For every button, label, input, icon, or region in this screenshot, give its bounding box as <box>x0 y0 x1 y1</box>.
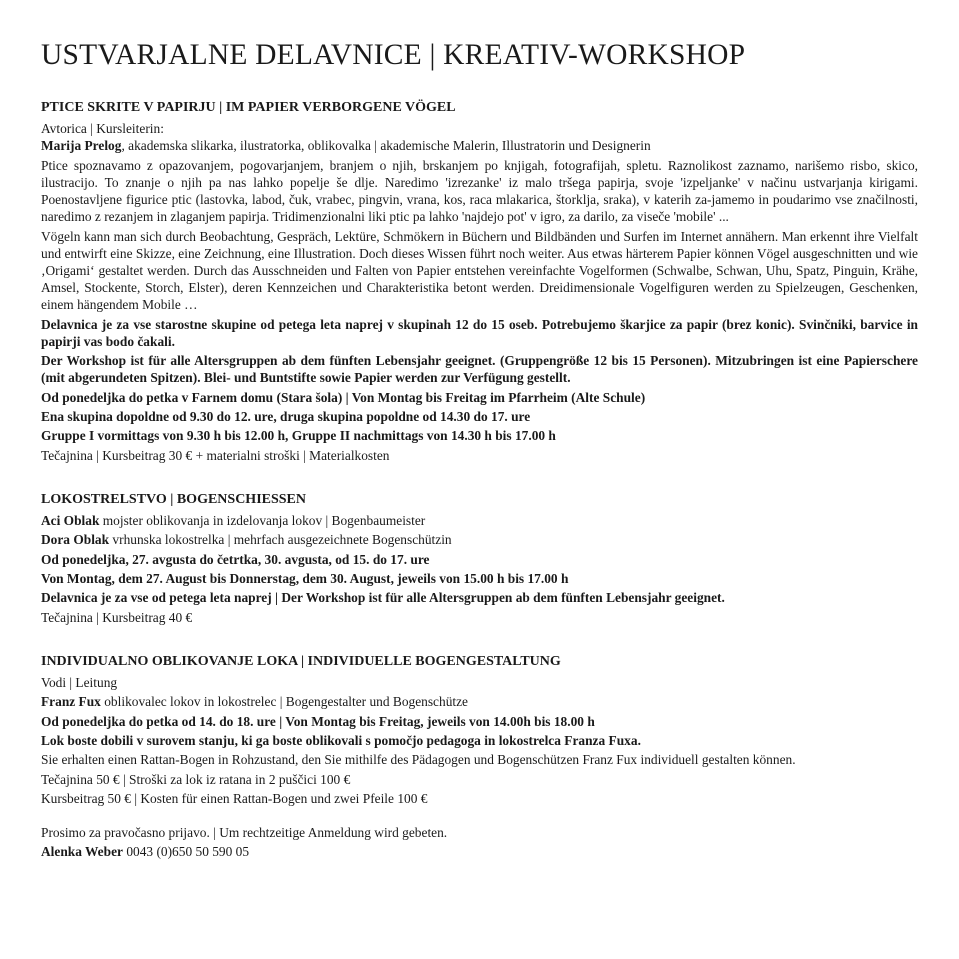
document-page <box>41 36 918 860</box>
instructor-name: Aci Oblak <box>41 513 100 528</box>
page-title: USTVARJALNE DELAVNICE | KREATIV-WORKSHOP <box>41 39 746 71</box>
author-description: , akademska slikarka, ilustratorka, oblikovalka | akademische Malerin, Illustratorin und Designerin <box>121 138 651 153</box>
section-heading: PTICE SKRITE V PAPIRJU | IM PAPIER VERBORGENE VÖGEL <box>41 100 456 115</box>
description-german: Vögeln kann man sich durch Beobachtung, Gespräch, Lektüre, Schmökern in Büchern und Bildbänden und Surfen im Internet annähern. Man erkennt ihre Vielfalt und entwirft eine Skizze, eine Zeichnung, eine Illustration. Doch dieses Wissen führt noch weiter. Aus etwas härterem Papier können Vögel ausgeschnitten und wie ‚Origami‘ gestaltet werden. Durch das Ausschneiden und Falten von Papier entstehen vereinfachte Vogelformen (Schwalbe, Schwan, Uhu, Spatz, Pinguin, Krähe, Amsel, Stockente, Storch, Elster), deren Kennzeichen und Charakteristika betont werden. Dreidimensionale Vogelfiguren werden zu Spielzeugen, Geschenken, einem hängendem Mobile … <box>41 229 918 312</box>
instructor-line <box>41 512 918 529</box>
author-label: Avtorica | Kursleiterin: <box>41 121 164 136</box>
instructor-line <box>41 531 918 548</box>
instructor-name: Franz Fux <box>41 694 101 709</box>
course-fee: Tečajnina | Kursbeitrag 40 € <box>41 610 193 625</box>
course-fee-slovenian: Tečajnina 50 € | Stroški za lok iz ratana in 2 puščici 100 € <box>41 772 351 787</box>
requirements-slovenian: Delavnica je za vse starostne skupine od petega leta naprej v skupinah 12 do 15 oseb. Potrebujemo škarjice za papir (brez konic). Svinčniki, barvice in papirji vas bodo čakali. <box>41 317 918 349</box>
section-heading: LOKOSTRELSTVO | BOGENSCHIESSEN <box>41 492 307 507</box>
author-name: Marija Prelog <box>41 138 122 153</box>
instructor-description: vrhunska lokostrelka | mehrfach ausgezeichnete Bogenschützin <box>109 532 452 547</box>
age-requirement: Delavnica je za vse od petega leta naprej | Der Workshop ist für alle Altersgruppen ab dem fünften Lebensjahr geeignet. <box>41 590 725 605</box>
registration-footer <box>41 824 918 860</box>
section-archery <box>41 491 918 626</box>
schedule-dates-slovenian: Od ponedeljka, 27. avgusta do četrtka, 30. avgusta, od 15. do 17. ure <box>41 552 430 567</box>
instructor-line <box>41 693 918 710</box>
instructor-description: oblikovalec lokov in lokostrelec | Bogengestalter und Bogenschütze <box>100 694 469 709</box>
contact-name: Alenka Weber <box>41 844 123 859</box>
requirements-german: Der Workshop ist für alle Altersgruppen ab dem fünften Lebensjahr geeignet. (Gruppengröße 12 bis 15 Personen). Mitzubringen ist eine Papierschere (mit abgerundeten Spitzen). Blei- und Buntstifte sowie Papier werden zur Verfügung gestellt. <box>41 353 918 385</box>
lead-label: Vodi | Leitung <box>41 675 118 690</box>
instructor-description: mojster oblikovanja in izdelovanja lokov | Bogenbaumeister <box>99 513 426 528</box>
author-line <box>41 137 918 154</box>
description-slovenian: Ptice spoznavamo z opazovanjem, pogovarjanjem, branjem o njih, brskanjem po knjigah, fotografijah, spletu. Raznolikost zaznamo, narišemo risbo, skico, ilustracijo. To znanje o njih pa nas lahko popelje še dlje. Naredimo 'izrezanke' iz malo tršega papirja, svoje 'izpeljanke' v načinu ustvarjanja kirigami. Poenostavljene figurice ptic (lastovka, labod, čuk, vrabec, pingvin, vrana, kos, raca mlakarica, štorklja, sraka), v katerih za-jamemo in poudarimo vse značilnosti, naredimo z rezanjem in zlaganjem papirja. Tridimenzionalni liki ptic pa lahko 'najdejo pot' v igro, za darilo, za viseče 'mobile' ... <box>41 158 918 224</box>
schedule-times-german: Gruppe I vormittags von 9.30 h bis 12.00 h, Gruppe II nachmittags von 14.30 h bis 17.00 h <box>41 428 556 443</box>
schedule-times-slovenian: Ena skupina dopoldne od 9.30 do 12. ure, druga skupina popoldne od 14.30 do 17. ure <box>41 409 531 424</box>
course-fee: Tečajnina | Kursbeitrag 30 € + materialni stroški | Materialkosten <box>41 448 390 463</box>
section-bow-design <box>41 653 918 807</box>
instructor-name: Dora Oblak <box>41 532 110 547</box>
registration-note: Prosimo za pravočasno prijavo. | Um rechtzeitige Anmeldung wird gebeten. <box>41 825 448 840</box>
schedule-times: Od ponedeljka do petka od 14. do 18. ure | Von Montag bis Freitag, jeweils von 14.00h bis 18.00 h <box>41 714 595 729</box>
course-fee-german: Kursbeitrag 50 € | Kosten für einen Rattan-Bogen und zwei Pfeile 100 € <box>41 791 428 806</box>
schedule-dates-german: Von Montag, dem 27. August bis Donnerstag, dem 30. August, jeweils von 15.00 h bis 17.00 h <box>41 571 569 586</box>
bow-info-slovenian: Lok boste dobili v surovem stanju, ki ga boste oblikovali s pomočjo pedagoga in lokostrelca Franza Fuxa. <box>41 733 641 748</box>
contact-line <box>41 843 918 860</box>
section-paper-birds <box>41 99 918 464</box>
contact-phone: 0043 (0)650 50 590 05 <box>122 844 250 859</box>
section-heading: INDIVIDUALNO OBLIKOVANJE LOKA | INDIVIDUELLE BOGENGESTALTUNG <box>41 654 561 669</box>
bow-info-german: Sie erhalten einen Rattan-Bogen in Rohzustand, den Sie mithilfe des Pädagogen und Bogenschützen Franz Fux individuell gestalten können. <box>41 752 796 767</box>
schedule-location: Od ponedeljka do petka v Farnem domu (Stara šola) | Von Montag bis Freitag im Pfarrheim (Alte Schule) <box>41 390 646 405</box>
